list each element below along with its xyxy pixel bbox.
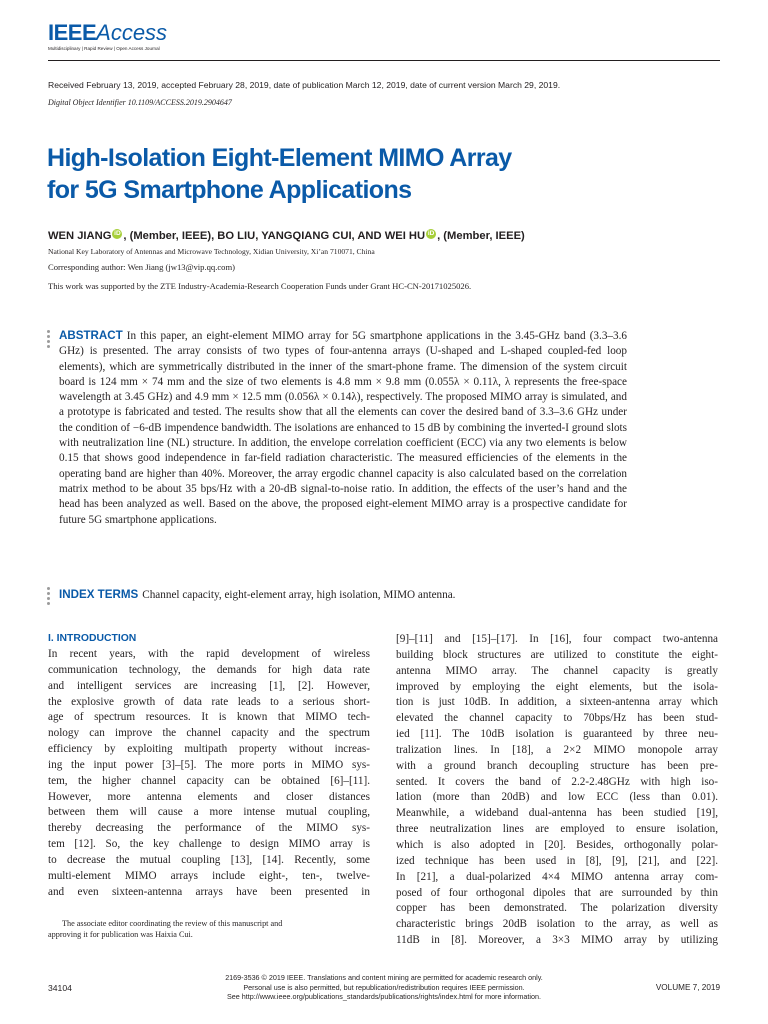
orcid-icon[interactable]: iD [427, 230, 435, 237]
body-line: ied [11]. The 10dB isolation is guaranteed by three neu- [396, 728, 718, 741]
index-terms-marker-icon [47, 587, 51, 607]
body-line: elevated the channel capacity to 70bps/Hz has been stud- [396, 712, 718, 725]
body-line: with a ground branch decoupling structure has been pre- [396, 759, 718, 772]
volume-info: VOLUME 7, 2019 [655, 983, 720, 992]
body-line: and intelligent services are increasing [1], [2]. However, [48, 679, 370, 692]
body-line: [9]–[11] and [15]–[17]. In [16], four compact two-antenna [396, 633, 718, 645]
index-terms-label: INDEX TERMS [59, 588, 139, 601]
affiliation: National Key Laboratory of Antennas and Microwave Technology, Xidian University, Xi’an 710071, China [48, 247, 375, 256]
doi[interactable]: Digital Object Identifier 10.1109/ACCESS.2019.2904647 [48, 98, 232, 107]
body-line: lation (more than 20dB) and low ECC (less than 0.01). [396, 791, 718, 804]
author-name: WEN JIANG [48, 230, 112, 242]
body-line: the explosive growth of data rate leads to a serious short- [48, 695, 370, 708]
logo-wordmark [48, 22, 167, 44]
body-line: tem, the higher channel capacity can be obtained [6]–[11]. [48, 774, 370, 787]
body-column-right [396, 632, 718, 949]
body-line: tion is just 10dB. In addition, a sixteen-antenna array which [396, 696, 718, 709]
body-line: multi-element MIMO arrays include eight-, ten-, twelve- [48, 869, 370, 882]
body-line: nology can improve the channel capacity and the spectrum [48, 727, 370, 740]
body-line: posed of four orthogonal dipoles that are surrounded by thin [396, 886, 718, 899]
body-line: thereby decreasing the performance of the MIMO sys- [48, 822, 370, 835]
copyright-line[interactable]: See http://www.ieee.org/publications_standards/publications/rights/index.html for more information. [226, 992, 542, 1001]
index-terms [59, 588, 659, 601]
footnote-line: approving it for publication was Haixia Cui. [48, 930, 193, 939]
funding-note: This work was supported by the ZTE Industry-Academia-Research Cooperation Funds under Grant HC-CN-20171025026. [48, 281, 472, 291]
author-name: , (Member, IEEE), BO LIU, YANGQIANG CUI, AND WEI HU [123, 230, 426, 242]
page-number: 34104 [48, 983, 72, 993]
body-line: In recent years, with the rapid development of wireless [48, 648, 370, 660]
author-name: , (Member, IEEE) [437, 230, 525, 242]
body-line: In [21], a dual-polarized 4×4 MIMO antenna array com- [396, 870, 718, 883]
journal-logo [48, 22, 167, 51]
header-rule [48, 60, 720, 61]
body-line: 11dB in [8]. Moreover, a 3×3 MIMO array by utilizing [396, 934, 718, 947]
body-line: ized technique has been used in [8], [9], [21], and [22]. [396, 854, 718, 867]
body-column-left [48, 632, 370, 901]
body-line: copper has been demonstrated. The polarization diversity [396, 902, 718, 915]
copyright-line: Personal use is also permitted, but republication/redistribution requires IEEE permission. [243, 982, 525, 992]
logo-ieee: IEEE [48, 20, 97, 45]
body-line: age of spectrum resources. It is known that MIMO tech- [48, 711, 370, 724]
body-line: between them will cause a more intense mutual coupling, [48, 806, 370, 819]
body-line: building block structures are utilized to constitute the eight- [396, 648, 718, 661]
abstract-text: In this paper, an eight-element MIMO array for 5G smartphone applications in the 3.45-GHz band (3.3–3.6 GHz) is presented. The array consists of two types of four-antenna arrays (U-shaped and L-shaped coupled-fed loop elements), which are symmetrically distributed in the inner of the smart-phone frame. The dimension of the system circuit board is 124 mm × 74 mm and the size of two elements is 4.8 mm × 9.8 mm (0.055λ × 0.11λ, λ represents the free-space wavelength at 3.45 GHz) and 4.9 mm × 12.5 mm (0.056λ × 0.14λ), respectively. The proposed MIMO array is simulated, and a prototype is fabricated and tested. The results show that all the elements can cover the desired band of 3.3–3.6 GHz under the condition of −6-dB impendence bandwidth. The isolations are enhanced to 15 dB by combining the inverted-I ground slots with neutralization line (NL) structure. In addition, the envelope correlation coefficient (ECC) via any two elements is below 0.15 that shows good independence in far-field radiation characteristic. The measured efficiencies of the elements in the operating band are higher than 40%. Moreover, the array ergodic channel capacity is also calculated based on the correlation matrix method to be about 35 bps/Hz with a 20-dB signal-to-noise ratio. In addition, the effects of the user’s hand and the head has been analyzed as well. Based on the above, the proposed eight-element MIMO array is a prospective candidate for future 5G smartphone applications. [59, 330, 627, 526]
body-line: which is also adopted in [20]. Besides, orthogonally polar- [396, 838, 718, 851]
abstract-label: ABSTRACT [59, 329, 123, 342]
footnote-line: The associate editor coordinating the review of this manuscript and [62, 919, 283, 928]
body-line: However, more antenna elements and closer distances [48, 790, 370, 803]
body-line: communication technology, the demands for high data rate [48, 663, 370, 676]
orcid-icon[interactable]: iD [114, 230, 121, 237]
index-terms-text: Channel capacity, eight-element array, high isolation, MIMO antenna. [142, 589, 456, 601]
body-line: efficiency by exploiting multipath property without increas- [48, 743, 370, 756]
abstract-marker-icon [47, 330, 51, 350]
body-line: to decrease the mutual coupling [13], [14]. Recently, some [48, 853, 370, 866]
corresponding-author: Corresponding author: Wen Jiang (jw13@vip.qq.com) [48, 262, 236, 272]
title-line: High-Isolation Eight-Element MIMO Array [47, 144, 512, 172]
copyright-line: 2169-3536 © 2019 IEEE. Translations and content mining are permitted for academic research only. [225, 973, 543, 982]
section-heading: I. INTRODUCTION [48, 633, 137, 644]
body-line: improved by employing the eight elements, but the isola- [396, 680, 718, 693]
body-line: tralization lines. In [18], a 2×2 MIMO monopole array [396, 743, 718, 756]
body-line: Meanwhile, a wideband dual-antenna has been studied [19], [396, 807, 718, 820]
title-line: for 5G Smartphone Applications [47, 176, 412, 204]
logo-access: Access [96, 20, 168, 45]
body-line: and even sixteen-antenna arrays have been presented in [48, 885, 370, 898]
abstract [59, 328, 627, 528]
author-list [48, 229, 525, 242]
copyright-notice [190, 973, 578, 1002]
body-line: tem [12]. So, the key challenge to design MIMO array is [48, 838, 370, 851]
body-line: three neutralization lines are employed to ensure isolation, [396, 823, 718, 836]
body-line: ing the input power [3]–[5]. The more ports in MIMO sys- [48, 758, 370, 771]
editor-footnote [48, 918, 370, 940]
body-line: characteristic brings 20dB isolation to the array, as well as [396, 918, 718, 931]
body-line: sented. It covers the band of 2.2-2.48GHz with high iso- [396, 775, 718, 788]
body-line: antenna MIMO array. The channel capacity is greatly [396, 664, 718, 677]
logo-tagline: Multidisciplinary | Rapid Review | Open Access Journal [48, 46, 160, 51]
received-dates: Received February 13, 2019, accepted February 28, 2019, date of publication March 12, 2019, date of current version March 29, 2019. [48, 80, 561, 90]
paper-title [47, 142, 687, 206]
